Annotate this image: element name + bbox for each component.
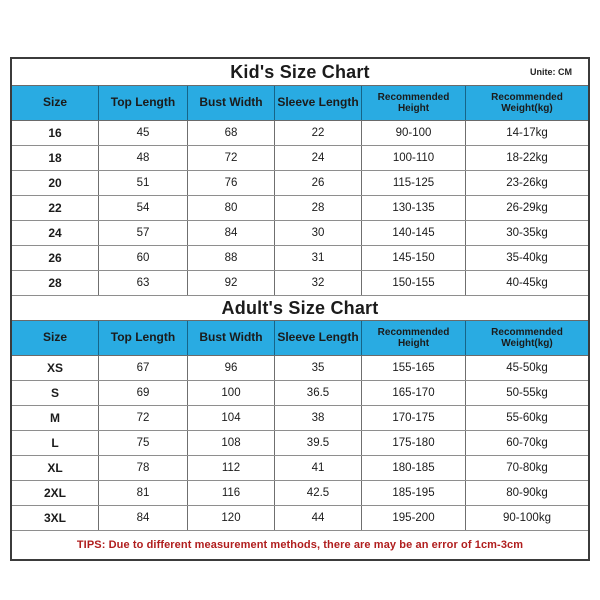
cell-height: 185-195 (362, 481, 466, 505)
cell-weight: 55-60kg (506, 412, 548, 424)
cell-size: 18 (12, 146, 99, 170)
cell-top-length: 67 (99, 356, 188, 380)
table-row-adult-s (12, 381, 588, 406)
kids-col-header-size: Size (12, 86, 99, 120)
table-row-kids-18 (12, 146, 588, 171)
cell-height: 195-200 (362, 506, 466, 530)
cell-size: S (12, 381, 99, 405)
cell-top-length: 75 (99, 431, 188, 455)
cell-height: 100-110 (362, 146, 466, 170)
cell-top-length: 54 (99, 196, 188, 220)
cell-sleeve-length: 35 (275, 356, 362, 380)
adults-title-row (12, 296, 588, 321)
table-row-kids-22 (12, 196, 588, 221)
adults-chart-title: Adult's Size Chart (221, 297, 379, 318)
kids-col-header-recommended-weight: Recommended Weight(kg) (491, 91, 563, 114)
cell-top-length: 57 (99, 221, 188, 245)
cell-height: 115-125 (362, 171, 466, 195)
cell-height: 155-165 (362, 356, 466, 380)
cell-weight: 80-90kg (506, 487, 548, 499)
unit-note: Unite: CM (530, 67, 572, 77)
cell-weight: 30-35kg (506, 227, 548, 239)
cell-sleeve-length: 41 (275, 456, 362, 480)
cell-weight: 70-80kg (506, 462, 548, 474)
cell-height: 130-135 (362, 196, 466, 220)
cell-sleeve-length: 31 (275, 246, 362, 270)
adults-col-header-size: Size (12, 321, 99, 355)
cell-sleeve-length: 30 (275, 221, 362, 245)
cell-height: 180-185 (362, 456, 466, 480)
adults-col-header-recommended-weight: Recommended Weight(kg) (491, 326, 563, 349)
cell-sleeve-length: 32 (275, 271, 362, 295)
cell-bust-width: 80 (188, 196, 275, 220)
cell-top-length: 60 (99, 246, 188, 270)
cell-size: 24 (12, 221, 99, 245)
cell-size: 20 (12, 171, 99, 195)
cell-bust-width: 76 (188, 171, 275, 195)
cell-sleeve-length: 22 (275, 121, 362, 145)
cell-size: 16 (12, 121, 99, 145)
table-row-kids-24 (12, 221, 588, 246)
kids-title-row (12, 59, 588, 86)
cell-bust-width: 96 (188, 356, 275, 380)
cell-weight: 18-22kg (506, 152, 548, 164)
kids-col-header-bust-width: Bust Width (188, 86, 275, 120)
cell-sleeve-length: 26 (275, 171, 362, 195)
cell-top-length: 72 (99, 406, 188, 430)
table-row-adult-l (12, 431, 588, 456)
cell-size: 2XL (12, 481, 99, 505)
cell-size: XS (12, 356, 99, 380)
cell-weight: 40-45kg (506, 277, 548, 289)
cell-bust-width: 108 (188, 431, 275, 455)
cell-size: XL (12, 456, 99, 480)
cell-sleeve-length: 28 (275, 196, 362, 220)
kids-col-header-top-length: Top Length (99, 86, 188, 120)
cell-sleeve-length: 24 (275, 146, 362, 170)
adults-col-header-bust-width: Bust Width (188, 321, 275, 355)
size-chart-table (10, 57, 590, 561)
adults-col-header-top-length: Top Length (99, 321, 188, 355)
adults-col-header-sleeve-length: Sleeve Length (275, 321, 362, 355)
cell-bust-width: 104 (188, 406, 275, 430)
cell-size: M (12, 406, 99, 430)
table-row-kids-16 (12, 121, 588, 146)
kids-col-header-sleeve-length: Sleeve Length (275, 86, 362, 120)
table-row-adult-2xl (12, 481, 588, 506)
kids-col-header-recommended-height: Recommended Height (362, 86, 466, 120)
cell-top-length: 81 (99, 481, 188, 505)
cell-sleeve-length: 38 (275, 406, 362, 430)
cell-weight: 90-100kg (503, 512, 551, 524)
cell-sleeve-length: 36.5 (275, 381, 362, 405)
cell-top-length: 84 (99, 506, 188, 530)
cell-bust-width: 88 (188, 246, 275, 270)
tips-note: TIPS: Due to different measurement methods, there are may be an error of 1cm-3cm (76, 539, 524, 551)
cell-size: 22 (12, 196, 99, 220)
cell-size: 26 (12, 246, 99, 270)
cell-bust-width: 116 (188, 481, 275, 505)
cell-weight: 50-55kg (506, 387, 548, 399)
cell-sleeve-length: 42.5 (275, 481, 362, 505)
cell-height: 175-180 (362, 431, 466, 455)
cell-size: 28 (12, 271, 99, 295)
cell-size: L (12, 431, 99, 455)
cell-sleeve-length: 44 (275, 506, 362, 530)
cell-weight: 23-26kg (506, 177, 548, 189)
table-row-adult-xs (12, 356, 588, 381)
cell-height: 140-145 (362, 221, 466, 245)
adults-col-header-recommended-height: Recommended Height (362, 321, 466, 355)
cell-top-length: 69 (99, 381, 188, 405)
table-row-kids-26 (12, 246, 588, 271)
cell-height: 90-100 (362, 121, 466, 145)
cell-bust-width: 112 (188, 456, 275, 480)
cell-height: 145-150 (362, 246, 466, 270)
cell-top-length: 78 (99, 456, 188, 480)
cell-top-length: 63 (99, 271, 188, 295)
cell-weight: 35-40kg (506, 252, 548, 264)
cell-weight: 26-29kg (506, 202, 548, 214)
table-row-kids-20 (12, 171, 588, 196)
cell-height: 170-175 (362, 406, 466, 430)
cell-bust-width: 84 (188, 221, 275, 245)
cell-weight: 14-17kg (506, 127, 548, 139)
table-row-kids-28 (12, 271, 588, 296)
cell-height: 150-155 (362, 271, 466, 295)
cell-size: 3XL (12, 506, 99, 530)
cell-bust-width: 92 (188, 271, 275, 295)
cell-top-length: 51 (99, 171, 188, 195)
cell-bust-width: 72 (188, 146, 275, 170)
cell-bust-width: 120 (188, 506, 275, 530)
cell-weight: 60-70kg (506, 437, 548, 449)
cell-height: 165-170 (362, 381, 466, 405)
table-row-adult-3xl (12, 506, 588, 531)
kids-header-row (12, 86, 588, 121)
cell-weight: 45-50kg (506, 362, 548, 374)
cell-top-length: 48 (99, 146, 188, 170)
cell-sleeve-length: 39.5 (275, 431, 362, 455)
cell-bust-width: 68 (188, 121, 275, 145)
kids-chart-title: Kid's Size Chart (230, 61, 370, 82)
table-row-adult-xl (12, 456, 588, 481)
adults-header-row (12, 321, 588, 356)
cell-top-length: 45 (99, 121, 188, 145)
cell-bust-width: 100 (188, 381, 275, 405)
table-row-adult-m (12, 406, 588, 431)
